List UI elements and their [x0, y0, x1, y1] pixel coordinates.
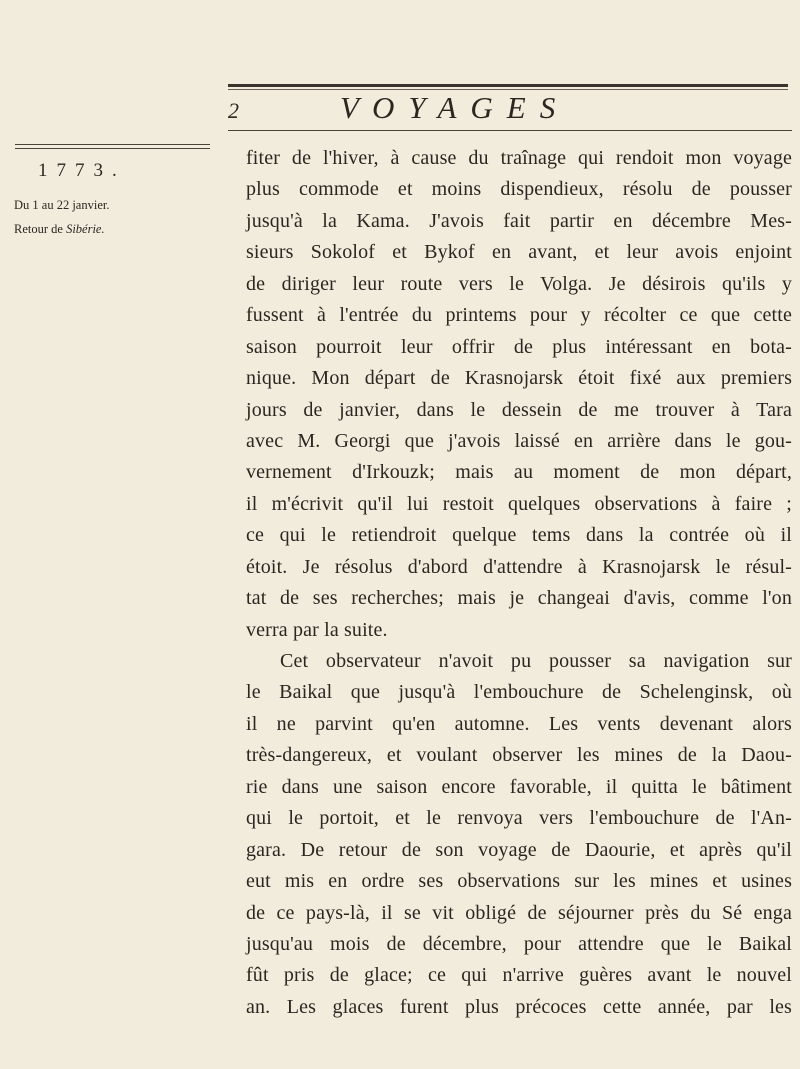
- text-line: rie dans une saison encore favorable, il quitta le bâtiment: [246, 775, 792, 798]
- text-line: très-dangereux, et voulant observer les mines de la Daou-: [246, 744, 792, 767]
- text-line: plus commode et moins dispendieux, résolu de pousser: [246, 178, 792, 201]
- text-line: qui le portoit, et le renvoya vers l'embouchure de l'An-: [246, 807, 792, 830]
- text-line: nique. Mon départ de Krasnojarsk étoit fixé aux premiers: [246, 367, 792, 390]
- text-line: de ce pays-là, il se vit obligé de séjourner près du Sé enga: [246, 901, 792, 924]
- text-line: tat de ses recherches; mais je changeai d'avis, comme l'on: [246, 587, 792, 610]
- text-line: de diriger leur route vers le Volga. Je désirois qu'ils y: [246, 272, 792, 295]
- text-line: il ne parvint qu'en automne. Les vents devenant alors: [246, 712, 792, 735]
- text-line: gara. De retour de son voyage de Daourie, et après qu'il: [246, 838, 792, 861]
- text-line: jours de janvier, dans le dessein de me trouver à Tara: [246, 398, 792, 421]
- text-line: saison pourroit leur offrir de plus intéressant en bota-: [246, 335, 792, 358]
- text-line: verra par la suite.: [246, 618, 388, 641]
- header-underline: [228, 130, 792, 131]
- margin-note-return-place: Sibérie.: [66, 222, 105, 236]
- text-line: fiter de l'hiver, à cause du traînage qui rendoit mon voyage: [246, 147, 792, 169]
- text-line: Cet observateur n'avoit pu pousser sa navigation sur: [280, 650, 792, 672]
- text-line: eut mis en ordre ses observations sur les mines et usines: [246, 870, 792, 893]
- text-line: le Baikal que jusqu'à l'embouchure de Schelenginsk, où: [246, 681, 792, 704]
- margin-note-return-prefix: Retour de: [14, 222, 67, 236]
- text-line: jusqu'à la Kama. J'avois fait partir en décembre Mes-: [246, 209, 792, 232]
- text-line: an. Les glaces furent plus précoces cette année, par les: [246, 995, 792, 1018]
- margin-note-return: [14, 222, 105, 237]
- margin-year: 1773.: [38, 160, 126, 181]
- text-line: étoit. Je résolus d'abord d'attendre à Krasnojarsk le résul-: [246, 555, 792, 578]
- text-line: fussent à l'entrée du printems pour y récolter ce que cette: [246, 304, 792, 327]
- margin-rule: [15, 144, 210, 145]
- margin-note-dates: Du 1 au 22 janvier.: [14, 198, 110, 212]
- text-line: avec M. Georgi que j'avois laissé en arrière dans le gou-: [246, 429, 792, 452]
- text-line: jusqu'au mois de décembre, pour attendre que le Baikal: [246, 932, 792, 955]
- body-text: [246, 143, 792, 1023]
- text-line: il m'écrivit qu'il lui restoit quelques observations à faire ;: [246, 492, 792, 515]
- text-line: ce qui le retiendroit quelque tems dans la contrée où il: [246, 524, 792, 547]
- running-title: VOYAGES: [340, 90, 570, 125]
- text-line: sieurs Sokolof et Bykof en avant, et leur avois enjoint: [246, 241, 792, 264]
- header-rule: [228, 84, 788, 87]
- page-number: 2: [228, 98, 239, 123]
- margin-rule: [15, 148, 210, 149]
- text-line: fût pris de glace; ce qui n'arrive guères avant le nouvel: [246, 964, 792, 987]
- text-line: vernement d'Irkouzk; mais au moment de mon départ,: [246, 461, 792, 484]
